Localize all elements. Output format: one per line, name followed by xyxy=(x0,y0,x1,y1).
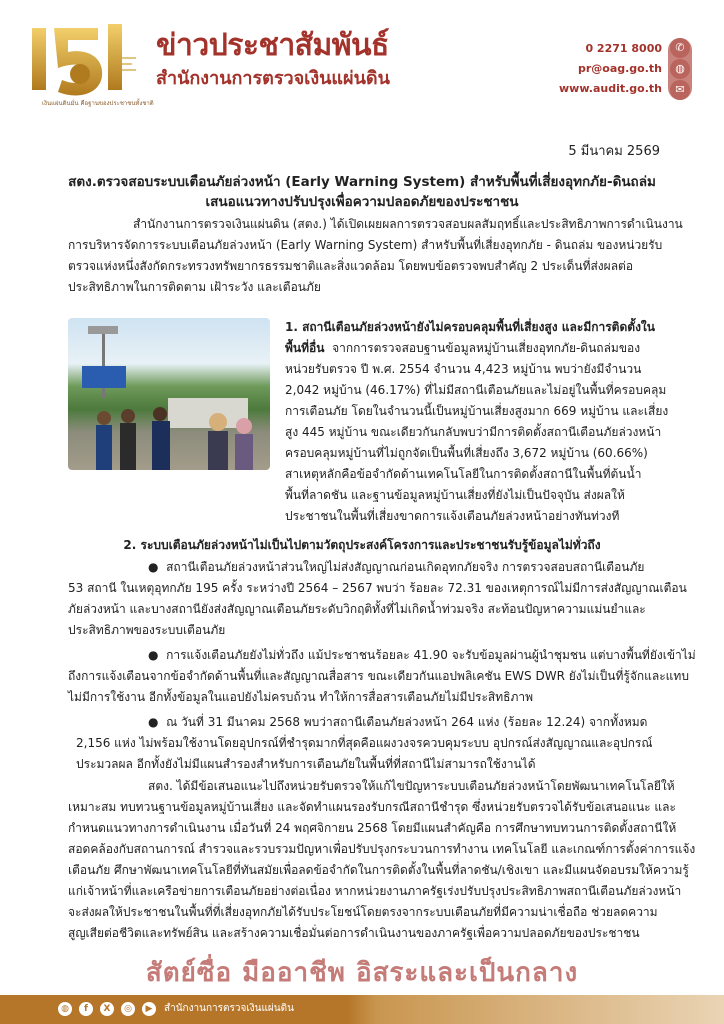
section-1-text: จากการตรวจสอบฐานข้อมูลหมู่บ้านเสี่ยงอุทกภัย-ดินถล่มของ xyxy=(332,341,641,355)
section-1-line: สูง 445 หมู่บ้าน ขณะเดียวกันกลับพบว่ามีการติดตั้งสถานีเตือนภัยล่วงหน้า xyxy=(285,425,662,439)
bullet-text: สถานีเตือนภัยล่วงหน้าส่วนใหญ่ไม่ส่งสัญญาณก่อนเกิดอุทกภัยจริง การตรวจสอบสถานีเตือนภัย xyxy=(166,560,645,574)
press-release-title: ข่าวประชาสัมพันธ์ xyxy=(156,28,389,63)
section-1-line: ครอบคลุมหมู่บ้านที่ไม่ถูกจัดเป็นพื้นที่เสี่ยงถึง 3,672 หมู่บ้าน (60.66%) xyxy=(285,446,648,460)
release-date: 5 มีนาคม 2569 xyxy=(568,144,660,159)
conclusion-line: จะส่งผลให้ประชาชนในพื้นที่ที่เสี่ยงอุทกภัยได้รับประโยชน์โดยตรงจากระบบเตือนภัยที่มีความน่าเชื่อถือ ช่วยลดความ xyxy=(68,905,658,919)
conclusion-line: กำหนดแนวทางการดำเนินงาน เมื่อวันที่ 24 พฤศจิกายน 2568 โดยมีแผนสำคัญคือ การศึกษาทบทวนการติดตั้งสถานีให้ xyxy=(68,821,677,835)
section-1-heading-cont: พื้นที่อื่น xyxy=(285,341,325,355)
bullet-line: 53 สถานี ในเหตุอุทกภัย 195 ครั้ง ระหว่างปี 2564 – 2567 พบว่า ร้อยละ 72.31 ของเหตุการณ์ไม่มีการส่งสัญญาณเตือน xyxy=(68,581,687,595)
bullet-line: 2,156 แห่ง ไม่พร้อมใช้งานโดยอุปกรณ์ที่ชำรุดมากที่สุดคือแผงวงจรควบคุมระบบ อุปกรณ์ส่งสัญญาณและอุปกรณ์ xyxy=(76,736,653,750)
intro-line: การบริหารจัดการระบบเตือนภัยล่วงหน้า (Early Warning System) สำหรับพื้นที่เสี่ยงอุทกภัย - ดินถล่ม ของหน่วยรับ xyxy=(68,238,663,252)
youtube-icon[interactable]: ▶ xyxy=(142,1002,156,1016)
conclusion-line: เตือนภัย ศึกษาพัฒนาเทคโนโลยีที่ทันสมัยเพื่อลดข้อจำกัดในการติดตั้งในพื้นที่ลาดชัน/เชิงเขา และมีแผนจัดอบรมให้ความรู้ xyxy=(68,863,689,877)
conclusion-line: สอดคล้องกับสถานการณ์ สำรวจและรวบรวมปัญหาเพื่อปรับปรุงกระบวนการทำงาน เทคโนโลยี และเกณฑ์การตั้งค่าการแจ้ง xyxy=(68,842,696,856)
email-link[interactable]: pr@oag.go.th xyxy=(577,62,662,75)
section-1-heading: 1. สถานีเตือนภัยล่วงหน้ายังไม่ครอบคลุมพื้นที่เสี่ยงสูง และมีการติดตั้งใน xyxy=(285,320,655,334)
motto: เงินแผ่นดินมั่น คือฐานของประชาชนทั้งชาติ xyxy=(42,100,154,107)
phone-number: 0 2271 8000 xyxy=(585,42,662,55)
bullet-line: ถึงการแจ้งเตือนจากข้อจำกัดด้านพื้นที่และสัญญาณสื่อสาร ขณะเดียวกันแอปพลิเคชัน EWS DWR ยังไม่เป็นที่รู้จักและแทบ xyxy=(68,669,689,683)
bullet-line: ไม่มีการใช้งาน อีกทั้งข้อมูลในแอปยังไม่ครบถ้วน ทำให้การสื่อสารเตือนภัยไม่มีประสิทธิภาพ xyxy=(68,690,534,704)
conclusion-line: เหมาะสม ทบทวนฐานข้อมูลหมู่บ้านเสี่ยง และจัดทำแผนรองรับกรณีสถานีชำรุด ซึ่งหน่วยรับตรวจได้รับข้อเสนอแนะ และ xyxy=(68,800,676,814)
bullet-line xyxy=(148,712,647,732)
inspection-photo xyxy=(68,318,270,470)
bullet-icon: ● xyxy=(148,560,167,574)
bullet-line xyxy=(148,557,644,577)
bullet-line: ประมวลผล อีกทั้งยังไม่มีแผนสำรองสำหรับการเตือนภัยในพื้นที่ที่สถานีไม่สามารถใช้งานได้ xyxy=(76,757,536,771)
globe-icon: ◍ xyxy=(670,59,690,79)
website-link[interactable]: www.audit.go.th xyxy=(559,82,662,95)
section-1-line: 2,042 หมู่บ้าน (46.17%) ที่ไม่มีสถานีเตือนภัยและไม่อยู่ในพื้นที่ครอบคลุม xyxy=(285,383,667,397)
section-1-line: การเตือนภัย โดยในจำนวนนี้เป็นหมู่บ้านเสี่ยงสูงมาก 669 หมู่บ้าน และเสี่ยง xyxy=(285,404,669,418)
footer-org-name: สำนักงานการตรวจเงินแผ่นดิน xyxy=(164,1003,294,1014)
bullet-icon: ● xyxy=(148,715,167,729)
section-2-heading: 2. ระบบเตือนภัยล่วงหน้าไม่เป็นไปตามวัตถุประสงค์โครงการและประชาชนรับรู้ข้อมูลไม่ทั่วถึง xyxy=(123,538,601,552)
slogan: สัตย์ซื่อ มืออาชีพ อิสระและเป็นกลาง xyxy=(145,958,579,988)
conclusion-line: สูญเสียต่อชีวิตและทรัพย์สิน และสร้างความเชื่อมั่นต่อการดำเนินงานของภาครัฐเพื่อความปลอดภัยของประชาชน xyxy=(68,926,640,940)
section-1-line: หน่วยรับตรวจ ปี พ.ศ. 2554 จำนวน 4,423 หมู่บ้าน พบว่ายังมีจำนวน xyxy=(285,362,642,376)
globe-icon[interactable]: ◍ xyxy=(58,1002,72,1016)
org-name: สำนักงานการตรวจเงินแผ่นดิน xyxy=(156,68,390,89)
intro-line: ประสิทธิภาพในการติดตาม เฝ้าระวัง และเตือนภัย xyxy=(68,280,321,294)
bullet-icon: ● xyxy=(148,648,167,662)
mail-icon: ✉ xyxy=(670,80,690,100)
x-icon[interactable]: X xyxy=(100,1002,114,1016)
bullet-line: ภัยล่วงหน้า และบางสถานียังส่งสัญญาณเตือนภัยระดับวิกฤติทั้งที่ไม่เกิดน้ำท่วมจริง สะท้อนปัญหาความแม่นยำและ xyxy=(68,602,646,616)
phone-icon: ✆ xyxy=(670,38,690,58)
conclusion-line: สตง. ได้มีข้อเสนอแนะไปถึงหน่วยรับตรวจให้แก้ไขปัญหาระบบเตือนภัยล่วงหน้าโดยพัฒนาเทคโนโลยีให้ xyxy=(148,779,675,793)
oag-151-logo xyxy=(28,18,138,108)
instagram-icon[interactable]: ◎ xyxy=(121,1002,135,1016)
bullet-text: ณ วันที่ 31 มีนาคม 2568 พบว่าสถานีเตือนภัยล่วงหน้า 264 แห่ง (ร้อยละ 12.24) จากทั้งหมด xyxy=(166,715,648,729)
section-1-line: สาเหตุหลักคือข้อจำกัดด้านเทคโนโลยีในการติดตั้งสถานีในพื้นที่ต้นน้ำ xyxy=(285,467,642,481)
headline-line-1: สตง.ตรวจสอบระบบเตือนภัยล่วงหน้า (Early Warning System) สำหรับพื้นที่เสี่ยงอุทกภัย-ดินถล่ม xyxy=(68,174,656,190)
headline-line-2: เสนอแนวทางปรับปรุงเพื่อความปลอดภัยของประชาชน xyxy=(205,194,519,210)
section-1-line: ประชาชนในพื้นที่เสี่ยงขาดการแจ้งเตือนภัยล่วงหน้าอย่างทันท่วงที xyxy=(285,509,620,523)
bullet-line: ประสิทธิภาพของระบบเตือนภัย xyxy=(68,623,226,637)
bullet-line xyxy=(148,645,696,665)
intro-line: ตรวจแห่งหนึ่งสังกัดกระทรวงทรัพยากรธรรมชาติและสิ่งแวดล้อม โดยพบข้อตรวจพบสำคัญ 2 ประเด็นที่ส่งผลต่อ xyxy=(68,259,634,273)
section-1-line: พื้นที่ลาดชัน และฐานข้อมูลหมู่บ้านเสี่ยงที่ยังไม่เป็นปัจจุบัน ส่งผลให้ xyxy=(285,488,625,502)
bullet-text: การแจ้งเตือนภัยยังไม่ทั่วถึง แม้ประชาชนร้อยละ 41.90 จะรับข้อมูลผ่านผู้นำชุมชน แต่บางพื้นที่ยังเข้าไม่ xyxy=(166,648,696,662)
section-1-line xyxy=(285,338,640,358)
facebook-icon[interactable]: f xyxy=(79,1002,93,1016)
conclusion-line: แก่เจ้าหน้าที่และเครือข่ายการเตือนภัยอย่างต่อเนื่อง หากหน่วยงานภาครัฐเร่งปรับปรุงประสิทธิภาพสถานีเตือนภัยล่วงหน้า xyxy=(68,884,682,898)
intro-line: สำนักงานการตรวจเงินแผ่นดิน (สตง.) ได้เปิดเผยผลการตรวจสอบผลสัมฤทธิ์และประสิทธิภาพการดำเนินงาน xyxy=(133,217,683,231)
